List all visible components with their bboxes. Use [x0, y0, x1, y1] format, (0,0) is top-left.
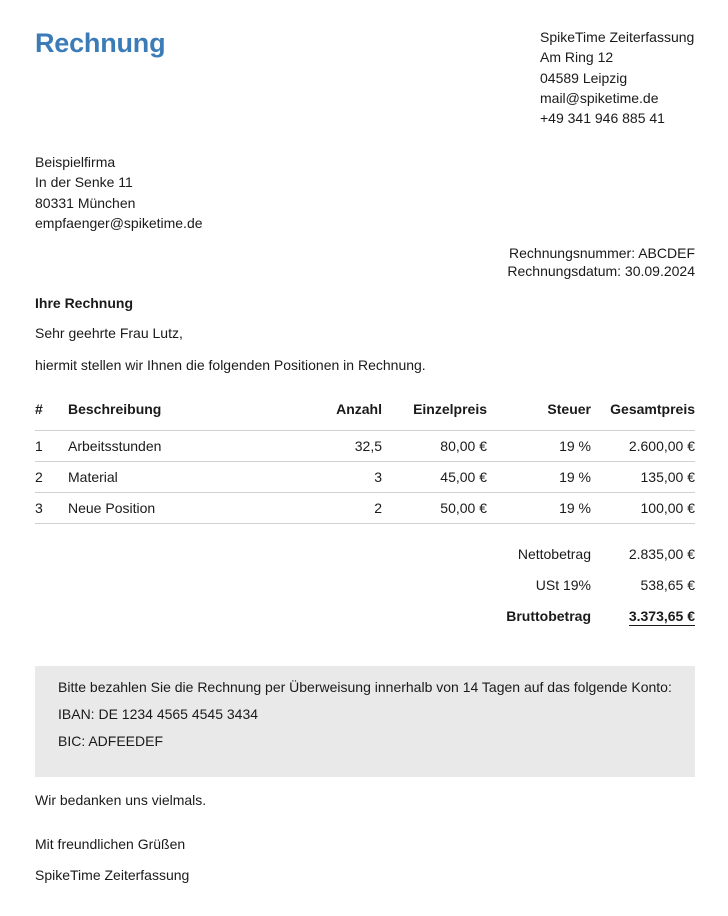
gross-total-label: Bruttobetrag — [506, 607, 591, 624]
row-total: 135,00 € — [591, 462, 695, 493]
table-row — [35, 462, 695, 493]
row-unit-price: 45,00 € — [382, 462, 487, 493]
recipient-address — [35, 152, 203, 233]
row-number: 2 — [35, 462, 68, 493]
gross-total-value: 3.373,65 € — [628, 607, 695, 624]
sender-street: Am Ring 12 — [540, 49, 614, 66]
row-total: 100,00 € — [591, 493, 695, 524]
invoice-date: Rechnungsdatum: 30.09.2024 — [507, 262, 695, 279]
sender-address — [540, 27, 694, 128]
sender-phone: +49 341 946 885 41 — [540, 110, 665, 127]
header-total: Gesamtpreis — [591, 394, 695, 431]
header-description: Beschreibung — [68, 394, 268, 431]
net-total-row — [431, 538, 695, 569]
row-description: Arbeitsstunden — [68, 431, 268, 462]
subject-line: Ihre Rechnung — [35, 295, 134, 311]
row-total: 2.600,00 € — [591, 431, 695, 462]
invoice-title: Rechnung — [35, 28, 166, 58]
row-quantity: 2 — [268, 493, 382, 524]
sender-city: 04589 Leipzig — [540, 69, 628, 86]
totals-block — [431, 538, 695, 631]
row-tax: 19 % — [487, 493, 591, 524]
row-quantity: 3 — [268, 462, 382, 493]
signature: SpikeTime Zeiterfassung — [35, 867, 190, 883]
header-quantity: Anzahl — [268, 394, 382, 431]
sender-name: SpikeTime Zeiterfassung — [540, 29, 695, 45]
greeting: Sehr geehrte Frau Lutz, — [35, 325, 183, 341]
tax-total-value: 538,65 € — [640, 576, 695, 593]
header-tax: Steuer — [487, 394, 591, 431]
gross-total-row — [431, 600, 695, 631]
table-row — [35, 431, 695, 462]
table-row — [35, 493, 695, 524]
row-number: 1 — [35, 431, 68, 462]
gross-total-value-cell — [591, 608, 695, 624]
row-unit-price: 50,00 € — [382, 493, 487, 524]
payment-iban: IBAN: DE 1234 4565 4545 3434 — [58, 706, 259, 722]
thanks-text: Wir bedanken uns vielmals. — [35, 792, 207, 808]
invoice-meta — [507, 245, 695, 280]
recipient-company: Beispielfirma — [35, 154, 116, 170]
net-total-value: 2.835,00 € — [628, 545, 695, 562]
row-description: Material — [68, 462, 268, 493]
recipient-email: empfaenger@spiketime.de — [35, 214, 203, 231]
recipient-city: 80331 München — [35, 194, 136, 211]
sender-email: mail@spiketime.de — [540, 89, 659, 106]
tax-total-row — [431, 569, 695, 600]
table-header-row — [35, 394, 695, 431]
payment-instruction: Bitte bezahlen Sie die Rechnung per Überweisung innerhalb von 14 Tagen auf das folgende Konto: — [58, 679, 672, 695]
row-tax: 19 % — [487, 431, 591, 462]
invoice-number: Rechnungsnummer: ABCDEF — [509, 245, 695, 261]
payment-bic: BIC: ADFEEDEF — [58, 733, 164, 749]
payment-info-box — [35, 666, 695, 777]
header-unit-price: Einzelpreis — [382, 394, 487, 431]
tax-total-label: USt 19% — [535, 576, 591, 593]
row-tax: 19 % — [487, 462, 591, 493]
net-total-label: Nettobetrag — [517, 545, 591, 562]
header-number: # — [35, 394, 68, 431]
line-items-table — [35, 394, 695, 524]
closing-text: Mit freundlichen Grüßen — [35, 836, 186, 852]
intro-text: hiermit stellen wir Ihnen die folgenden Positionen in Rechnung. — [35, 357, 426, 373]
row-number: 3 — [35, 493, 68, 524]
recipient-street: In der Senke 11 — [35, 174, 133, 191]
row-quantity: 32,5 — [268, 431, 382, 462]
row-unit-price: 80,00 € — [382, 431, 487, 462]
row-description: Neue Position — [68, 493, 268, 524]
